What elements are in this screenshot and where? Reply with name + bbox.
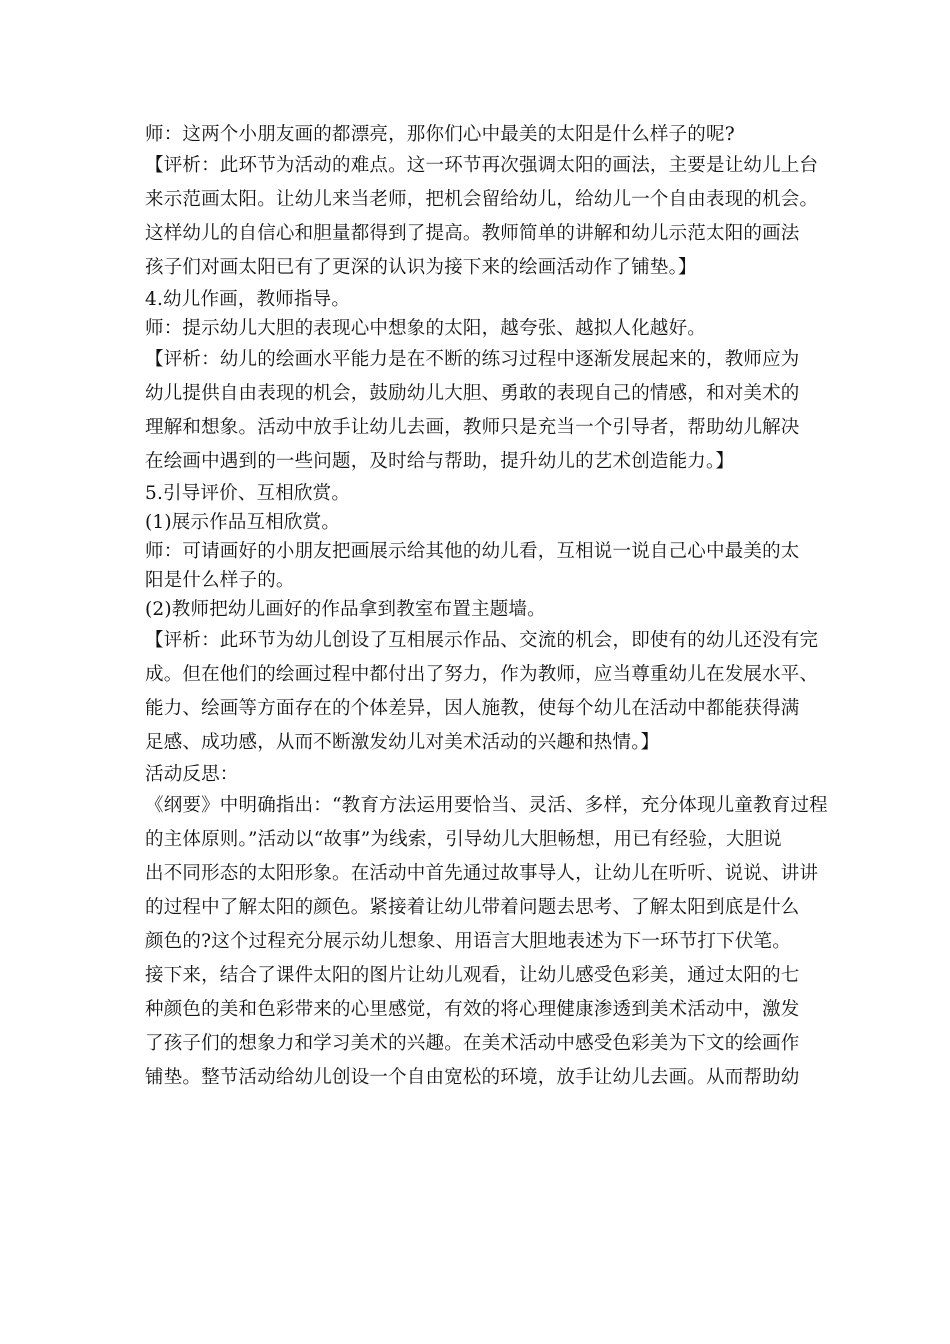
reflection-heading: [145, 760, 815, 789]
text-line: 了孩子们的想象力和学习美术的兴趣。在美术活动中感受色彩美为下文的绘画作: [145, 1033, 800, 1054]
substep-1-heading: [145, 508, 815, 537]
text-line: 5.引导评价、互相欣赏。: [145, 483, 351, 504]
text-line: 这样幼儿的自信心和胆量都得到了提高。教师简单的讲解和幼儿示范太阳的画法: [145, 223, 800, 244]
text-line: 能力、绘画等方面存在的个体差异，因人施教，使每个幼儿在活动中都能获得满: [145, 698, 800, 719]
text-line: 师：这两个小朋友画的都漂亮，那你们心中最美的太阳是什么样子的呢?: [145, 124, 735, 145]
document-page: [145, 120, 828, 1095]
text-line: 【评析：幼儿的绘画水平能力是在不断的练习过程中逐渐发展起来的，教师应为: [145, 349, 800, 370]
text-line: 足感、成功感，从而不断激发幼儿对美术活动的兴趣和热情。】: [145, 732, 660, 753]
reflection-body-paragraph: [145, 789, 828, 1095]
text-line: 来示范画太阳。让幼儿来当老师，把机会留给幼儿，给幼儿一个自由表现的机会。: [145, 189, 819, 210]
comment-paragraph-2: [145, 343, 815, 479]
text-line: 【评析：此环节为幼儿创设了互相展示作品、交流的机会，即使有的幼儿还没有完: [145, 630, 819, 651]
text-line: 孩子们对画太阳已有了更深的认识为接下来的绘画活动作了铺垫。】: [145, 257, 697, 278]
text-line: 出不同形态的太阳形象。在活动中首先通过故事导人，让幼儿在听听、说说、讲讲: [145, 863, 819, 884]
text-line: 铺垫。整节活动给幼儿创设一个自由宽松的环境，放手让幼儿去画。从而帮助幼: [145, 1067, 800, 1088]
text-line: 接下来，结合了课件太阳的图片让幼儿观看，让幼儿感受色彩美，通过太阳的七: [145, 965, 800, 986]
text-line: 理解和想象。活动中放手让幼儿去画，教师只是充当一个引导者，帮助幼儿解决: [145, 417, 800, 438]
text-line: 师：可请画好的小朋友把画展示给其他的幼儿看，互相说一说自己心中最美的太: [145, 541, 800, 562]
comment-paragraph-1: [145, 149, 819, 285]
step-4-heading: [145, 285, 815, 314]
text-line: 活动反思：: [145, 764, 239, 785]
text-line: 的过程中了解太阳的颜色。紧接着让幼儿带着问题去思考、了解太阳到底是什么: [145, 897, 800, 918]
text-line: 颜色的?这个过程充分展示幼儿想象、用语言大胆地表述为下一环节打下伏笔。: [145, 931, 791, 952]
text-line: (1)展示作品互相欣赏。: [145, 512, 341, 533]
text-line: 种颜色的美和色彩带来的心里感觉，有效的将心理健康渗透到美术活动中，激发: [145, 999, 800, 1020]
text-line: 在绘画中遇到的一些问题，及时给与帮助，提升幼儿的艺术创造能力。】: [145, 451, 735, 472]
text-line: 成。但在他们的绘画过程中都付出了努力，作为教师，应当尊重幼儿在发展水平、: [145, 664, 819, 685]
teacher-prompt-paragraph: [145, 314, 815, 343]
step-5-heading: [145, 479, 815, 508]
text-line: 师：提示幼儿大胆的表现心中想象的太阳，越夸张、越拟人化越好。: [145, 318, 707, 339]
text-line: 幼儿提供自由表现的机会，鼓励幼儿大胆、勇敢的表现自己的情感，和对美术的: [145, 383, 800, 404]
teacher-question-paragraph: [145, 120, 815, 149]
text-line: 《纲要》中明确指出：“教育方法运用要恰当、灵活、多样，充分体现儿童教育过程: [145, 795, 828, 816]
text-line: 【评析：此环节为活动的难点。这一环节再次强调太阳的画法，主要是让幼儿上台: [145, 155, 819, 176]
text-line: 的主体原则。”活动以“故事”为线索，引导幼儿大胆畅想，用已有经验，大胆说: [145, 829, 782, 850]
comment-paragraph-3: [145, 624, 819, 760]
text-line: 阳是什么样子的。: [145, 570, 295, 591]
text-line: 4.幼儿作画，教师指导。: [145, 289, 351, 310]
teacher-invite-paragraph: [145, 537, 815, 595]
text-line: (2)教师把幼儿画好的作品拿到教室布置主题墙。: [145, 599, 546, 620]
substep-2-heading: [145, 595, 815, 624]
